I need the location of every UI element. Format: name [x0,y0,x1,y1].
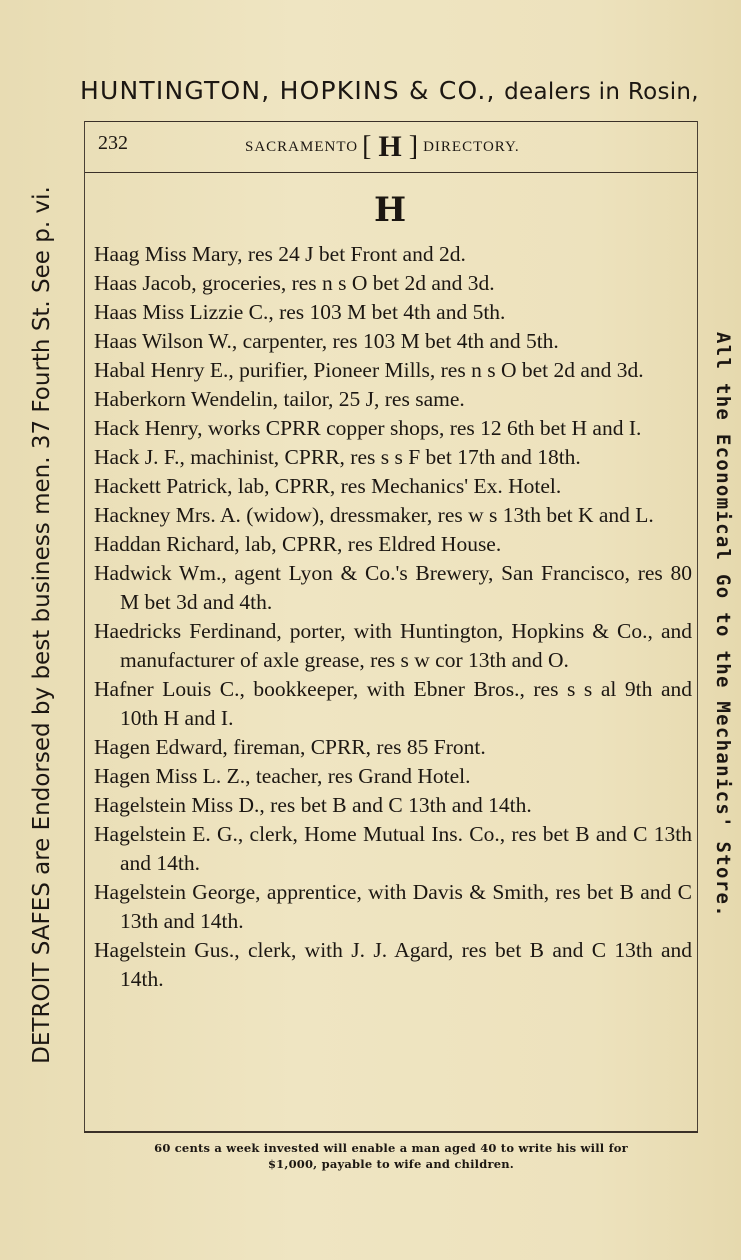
directory-entry: Hafner Louis C., bookkeeper, with Ebner Bros., res s s al 9th and 10th H and I. [94,677,692,730]
running-head [245,130,520,164]
directory-entry: Haas Wilson W., carpenter, res 103 M bet 4th and 5th. [94,329,559,353]
left-border-rule [84,121,85,1131]
directory-entry: Hagelstein George, apprentice, with Davis & Smith, res bet B and C 13th and 14th. [94,880,692,933]
directory-entry: Hackett Patrick, lab, CPRR, res Mechanics' Ex. Hotel. [94,474,562,498]
footer-ad-line-2: $1,000, payable to wife and children. [267,1157,515,1171]
directory-entry: Haag Miss Mary, res 24 J bet Front and 2d. [94,242,466,266]
directory-entry: Haas Miss Lizzie C., res 103 M bet 4th and 5th. [94,300,506,324]
bottom-rule [84,1131,698,1133]
close-bracket: ] [408,131,420,162]
advertiser-tagline: dealers in Rosin, [504,79,699,105]
directory-entry: Hagelstein E. G., clerk, Home Mutual Ins. Co., res bet B and C 13th and 14th. [94,822,692,875]
right-border-rule [697,121,698,1131]
open-bracket: [ [362,131,373,162]
directory-entry: Haberkorn Wendelin, tailor, 25 J, res same. [94,387,465,411]
header-rule [84,172,698,173]
right-margin-advertisement: All the Economical Go to the Mechanics' Store. [712,332,734,918]
directory-entry: Hadwick Wm., agent Lyon & Co.'s Brewery, San Francisco, res 80 M bet 3d and 4th. [94,561,692,614]
directory-entry: Hack J. F., machinist, CPRR, res s s F bet 17th and 18th. [94,445,581,469]
directory-entries [94,240,692,994]
footer-advertisement [84,1140,698,1172]
directory-entry: Haedricks Ferdinand, porter, with Huntington, Hopkins & Co., and manufacturer of axle grease, res s w cor 13th and O. [94,619,692,672]
section-letter: H [374,190,407,230]
directory-entry: Hagelstein Miss D., res bet B and C 13th and 14th. [94,793,532,817]
directory-entry: Hackney Mrs. A. (widow), dressmaker, res w s 13th bet K and L. [94,503,654,527]
directory-entry: Hagelstein Gus., clerk, with J. J. Agard, res bet B and C 13th and 14th. [94,938,692,991]
advertiser-name: HUNTINGTON, HOPKINS & CO., [80,76,496,105]
top-rule [84,121,698,122]
directory-entry: Hack Henry, works CPRR copper shops, res 12 6th bet H and I. [94,416,642,440]
directory-entry: Habal Henry E., purifier, Pioneer Mills, res n s O bet 2d and 3d. [94,358,644,382]
running-head-right: DIRECTORY. [423,138,520,155]
footer-ad-line-1: 60 cents a week invested will enable a man aged 40 to write his will for [154,1141,628,1155]
page-number: 232 [98,132,128,154]
directory-entry: Hagen Miss L. Z., teacher, res Grand Hotel. [94,764,471,788]
directory-entry: Haddan Richard, lab, CPRR, res Eldred House. [94,532,502,556]
directory-entry: Hagen Edward, fireman, CPRR, res 85 Front. [94,735,486,759]
running-head-left: SACRAMENTO [245,138,359,155]
running-head-letter: H [378,130,403,163]
left-margin-advertisement: DETROIT SAFES are Endorsed by best business men. 37 Fourth St. See p. vi. [29,186,55,1064]
directory-entry: Haas Jacob, groceries, res n s O bet 2d and 3d. [94,271,495,295]
header-advertisement [80,76,720,105]
